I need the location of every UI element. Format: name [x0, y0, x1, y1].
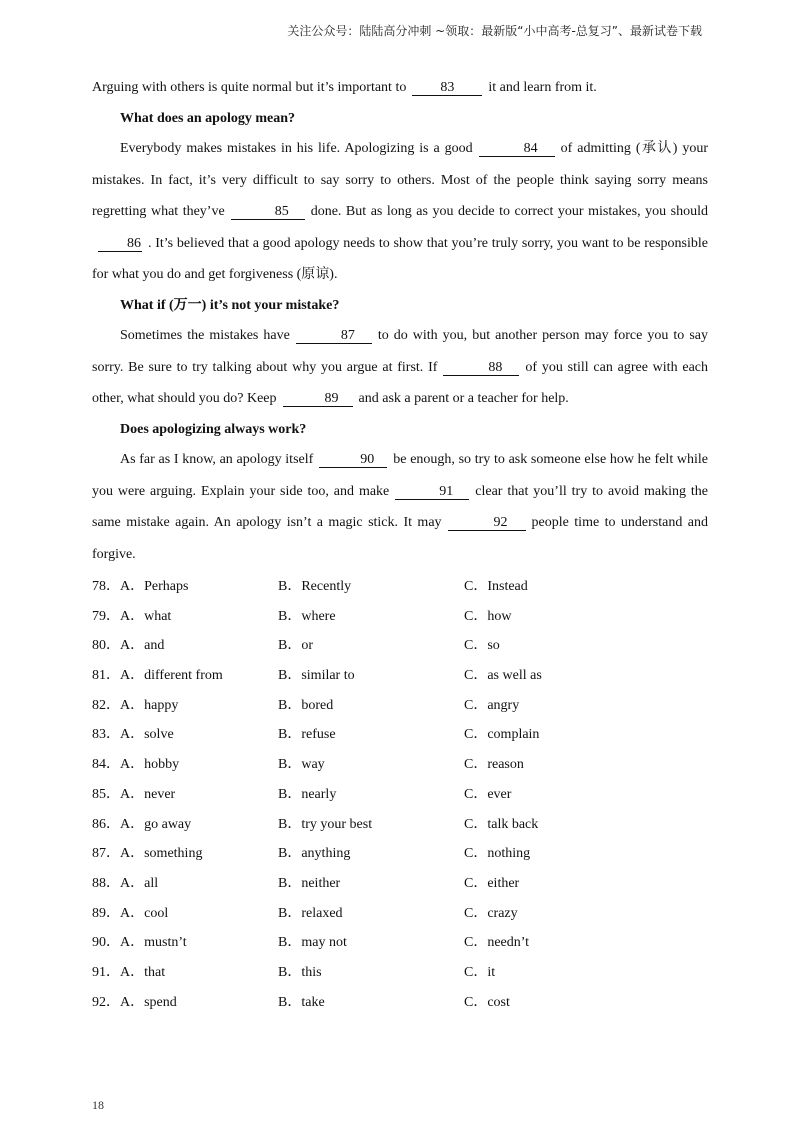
question-row	[92, 839, 708, 869]
blank-90: 90	[319, 452, 387, 468]
option-b[interactable]: B．anything	[278, 846, 351, 862]
blank-84: 84	[479, 141, 555, 157]
question-number: 82．	[92, 697, 120, 713]
option-a[interactable]: A．go away	[120, 816, 192, 832]
option-c[interactable]: C．talk back	[464, 816, 539, 832]
question-number-and-option-a	[92, 958, 278, 988]
page-number: 18	[92, 1098, 104, 1112]
question-number: 85．	[92, 786, 120, 802]
option-b[interactable]: B．where	[278, 608, 336, 624]
option-c[interactable]: C．so	[464, 638, 500, 654]
question-row	[92, 958, 708, 988]
question-row	[92, 869, 708, 899]
option-c[interactable]: C．ever	[464, 786, 512, 802]
option-b[interactable]: B．bored	[278, 697, 334, 713]
option-b[interactable]: B．Recently	[278, 579, 352, 594]
option-b[interactable]: B．this	[278, 964, 322, 980]
text-segment: Sometimes the mistakes have	[120, 328, 290, 343]
blank-86: 86	[98, 236, 142, 252]
option-c[interactable]: C．it	[464, 964, 496, 980]
text-segment: As far as I know, an apology itself	[120, 452, 314, 467]
question-number-and-option-a	[92, 988, 278, 1018]
option-c[interactable]: C．reason	[464, 757, 524, 773]
section-heading: Does apologizing always work?	[120, 421, 307, 437]
option-a[interactable]: A．spend	[120, 994, 177, 1010]
question-number: 80．	[92, 638, 120, 654]
option-a[interactable]: A．and	[120, 638, 165, 654]
option-c[interactable]: C．complain	[464, 727, 540, 743]
question-number-and-option-a	[92, 839, 278, 869]
option-c[interactable]: C．Instead	[464, 579, 528, 594]
question-number-and-option-a	[92, 691, 278, 721]
option-a[interactable]: A．happy	[120, 697, 179, 713]
option-b[interactable]: B．take	[278, 994, 325, 1010]
question-number-and-option-a	[92, 661, 278, 691]
question-number: 86．	[92, 816, 120, 832]
option-a[interactable]: A．something	[120, 846, 203, 862]
question-number-and-option-a	[92, 720, 278, 750]
option-b[interactable]: B．nearly	[278, 786, 337, 802]
blank-89: 89	[283, 391, 353, 407]
blank-88: 88	[443, 360, 519, 376]
section-heading: What if (万一) it’s not your mistake?	[120, 297, 340, 313]
page-header: 关注公众号：陆陆高分冲刺 ~领取：最新版“小中高考-总复习”、最新试卷下载	[287, 24, 702, 38]
question-number: 78．	[92, 579, 120, 594]
option-c[interactable]: C．needn’t	[464, 935, 530, 951]
option-b[interactable]: B．similar to	[278, 668, 355, 684]
text-segment: Arguing with others is quite normal but it’s important to	[92, 80, 407, 95]
blank-91: 91	[395, 484, 469, 500]
text-segment: it and learn from it.	[488, 80, 597, 95]
question-number: 81．	[92, 668, 120, 684]
option-c[interactable]: C．nothing	[464, 846, 531, 862]
option-a[interactable]: A．all	[120, 875, 159, 891]
question-number: 89．	[92, 905, 120, 921]
question-row	[92, 750, 708, 780]
text-segment: clear that you’ll try to avoid making the same mistake again. An apology isn’t a magic stick. It may	[92, 483, 708, 530]
option-c[interactable]: C．as well as	[464, 668, 542, 684]
blank-87: 87	[296, 328, 372, 344]
question-number-and-option-a	[92, 928, 278, 958]
option-a[interactable]: A．never	[120, 786, 176, 802]
option-c[interactable]: C．how	[464, 608, 512, 624]
option-b[interactable]: B．relaxed	[278, 905, 343, 921]
option-b[interactable]: B．way	[278, 757, 325, 773]
paragraph-3	[92, 444, 708, 570]
text-segment: to do with you, but another person may force you to say sorry. Be sure to try talking about why you argue at first. If	[92, 328, 708, 375]
option-c[interactable]: C．either	[464, 875, 520, 891]
text-segment: Everybody makes mistakes in his life. Apologizing is a good	[120, 141, 473, 156]
text-segment: be enough, so try to ask someone else how he felt while you were arguing. Explain your side too, and make	[92, 452, 709, 499]
blank-83: 83	[412, 80, 482, 96]
option-b[interactable]: B．try your best	[278, 816, 373, 832]
text-segment: people time to understand and forgive.	[92, 515, 709, 562]
text-segment: and ask a parent or a teacher for help.	[358, 391, 569, 406]
question-row	[92, 928, 708, 958]
question-row	[92, 661, 708, 691]
question-row	[92, 691, 708, 721]
question-row	[92, 780, 708, 810]
option-a[interactable]: A．what	[120, 608, 172, 624]
question-number-and-option-a	[92, 869, 278, 899]
question-number: 88．	[92, 875, 120, 891]
text-segment: done. But as long as you decide to correct your mistakes, you should	[310, 204, 708, 219]
blank-85: 85	[231, 204, 305, 220]
question-row	[92, 602, 708, 632]
question-number: 83．	[92, 727, 120, 743]
paragraph-2	[92, 320, 708, 415]
question-number-and-option-a	[92, 602, 278, 632]
question-row	[92, 988, 708, 1018]
option-a[interactable]: A．Perhaps	[120, 579, 189, 594]
question-row	[92, 572, 708, 602]
option-a[interactable]: A．solve	[120, 727, 174, 743]
question-number: 92．	[92, 994, 120, 1010]
option-b[interactable]: B．may not	[278, 935, 347, 951]
option-c[interactable]: C．cost	[464, 994, 510, 1010]
question-number: 90．	[92, 935, 120, 951]
question-row	[92, 720, 708, 750]
option-a[interactable]: A．cool	[120, 905, 169, 921]
text-segment: of admitting (承认) your mistakes. In fact, it’s very difficult to say sorry to others. Most of the people think saying sorry means regretting what they’ve	[92, 141, 709, 219]
answer-options	[92, 572, 708, 1017]
question-number-and-option-a	[92, 899, 278, 929]
blank-92: 92	[448, 515, 526, 531]
option-c[interactable]: C．crazy	[464, 905, 518, 921]
question-number: 91．	[92, 964, 120, 980]
question-number-and-option-a	[92, 572, 278, 602]
option-c[interactable]: C．angry	[464, 697, 520, 713]
option-a[interactable]: A．hobby	[120, 757, 180, 773]
paragraph-1	[92, 133, 708, 291]
question-row	[92, 631, 708, 661]
question-number: 84．	[92, 757, 120, 773]
question-number-and-option-a	[92, 810, 278, 840]
question-number: 79．	[92, 608, 120, 624]
option-a[interactable]: A．different from	[120, 668, 223, 684]
question-row	[92, 810, 708, 840]
passage	[92, 72, 708, 1017]
question-number-and-option-a	[92, 750, 278, 780]
question-number: 87．	[92, 846, 120, 862]
question-number-and-option-a	[92, 780, 278, 810]
option-b[interactable]: B．refuse	[278, 727, 336, 743]
option-a[interactable]: A．that	[120, 964, 166, 980]
section-heading: What does an apology mean?	[120, 110, 296, 126]
option-b[interactable]: B．neither	[278, 875, 341, 891]
text-segment: . It’s believed that a good apology needs to show that you’re truly sorry, you want to be responsible for what you do and get forgiveness (原谅).	[92, 235, 708, 282]
option-b[interactable]: B．or	[278, 638, 313, 654]
intro-paragraph	[92, 72, 708, 104]
option-a[interactable]: A．mustn’t	[120, 935, 187, 951]
text-segment: of you still can agree with each other, what should you do? Keep	[92, 359, 708, 406]
question-row	[92, 899, 708, 929]
question-number-and-option-a	[92, 631, 278, 661]
